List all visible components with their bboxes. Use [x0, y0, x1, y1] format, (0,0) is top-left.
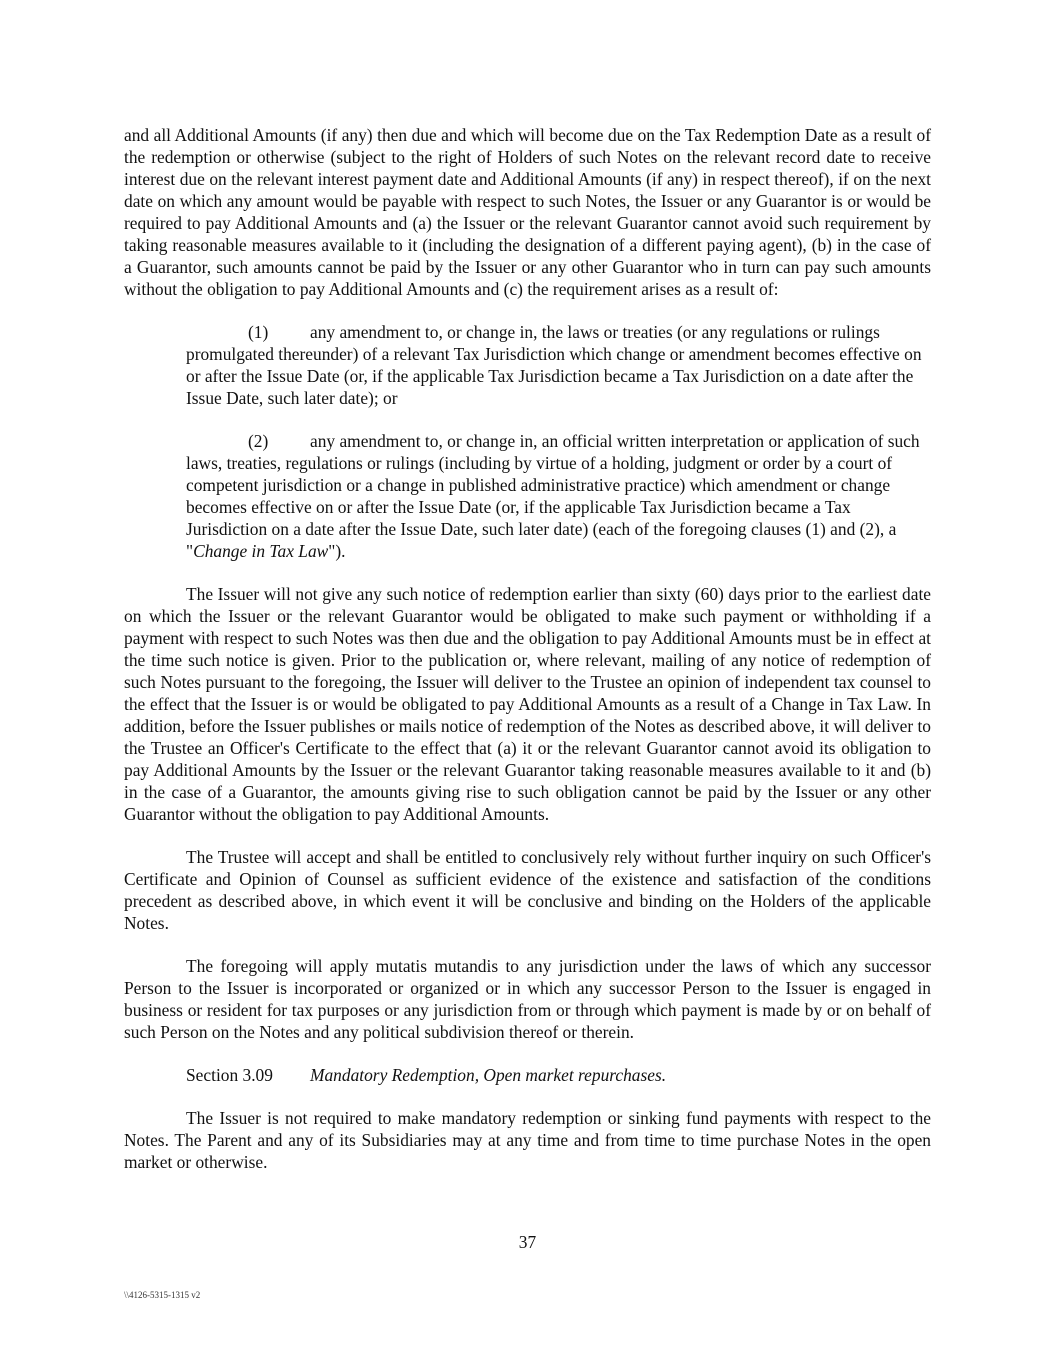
- paragraph-successor-jurisdiction: The foregoing will apply mutatis mutandis to any jurisdiction under the laws of which any successor Person to the Issuer is incorporated or organized or in which any successor Person to the Issuer is engaged in business or resident for tax purposes or any jurisdiction from or through which payment is made by or on behalf of such Person on the Notes and any political subdivision thereof or therein.: [124, 956, 931, 1042]
- paragraph-trustee-reliance: The Trustee will accept and shall be entitled to conclusively rely without further inquiry on such Officer's Certificate and Opinion of Counsel as sufficient evidence of the existence and satisfaction of the conditions precedent as described above, in which event it will be conclusive and binding on the Holders of the applicable Notes.: [124, 847, 931, 933]
- section-heading: [124, 1064, 931, 1086]
- paragraph-additional-amounts: and all Additional Amounts (if any) then due and which will become due on the Tax Redemption Date as a result of the redemption or otherwise (subject to the right of Holders of such Notes on the relevant record date to receive interest due on the relevant interest payment date and Additional Amounts (if any) in respect thereof), if on the next date on which any amount would be payable with respect to such Notes, the Issuer or any Guarantor is or would be required to pay Additional Amounts and (a) the Issuer or the relevant Guarantor cannot avoid such requirement by taking reasonable measures available to it (including the designation of a different paying agent), (b) in the case of a Guarantor, such amounts cannot be paid by the Issuer or any other Guarantor who in turn can pay such amounts without the obligation to pay Additional Amounts and (c) the requirement arises as a result of:: [124, 125, 931, 299]
- document-body: [124, 124, 931, 1173]
- section-number: Section 3.09: [186, 1065, 273, 1085]
- clause-2: [186, 430, 931, 562]
- clause-2-number: (2): [248, 431, 269, 451]
- clause-2-text: any amendment to, or change in, an official written interpretation or application of such laws, treaties, regulations or rulings (including by virtue of a holding, judgment or order by a court of competent jurisdiction or a change in published administrative practice) which amendment or change becomes effective on or after the Issue Date (or, if the applicable Tax Jurisdiction became a Tax Jurisdiction on a date after the Issue Date, such later date) (each of the foregoing clauses (1) and (2), a ": [186, 431, 920, 561]
- clause-2-text-end: ").: [328, 541, 346, 561]
- clause-1-number: (1): [248, 322, 269, 342]
- clause-2-defined-term: Change in Tax Law: [193, 541, 329, 561]
- document-id: \\4126-5315-1315 v2: [124, 1290, 201, 1300]
- clause-1: [186, 321, 931, 409]
- section-title: Mandatory Redemption, Open market repurchases.: [310, 1065, 667, 1085]
- paragraph-notice-of-redemption: The Issuer will not give any such notice of redemption earlier than sixty (60) days prior to the earliest date on which the Issuer or the relevant Guarantor would be obligated to make such payment or withholding if a payment with respect to such Notes was then due and the obligation to pay Additional Amounts must be in effect at the time such notice is given. Prior to the publication or, where relevant, mailing of any notice of redemption of such Notes pursuant to the foregoing, the Issuer will deliver to the Trustee an opinion of independent tax counsel to the effect that the Issuer is or would be obligated to pay Additional Amounts as a result of a Change in Tax Law. In addition, before the Issuer publishes or mails notice of redemption of the Notes as described above, it will deliver to the Trustee an Officer's Certificate to the effect that (a) it or the relevant Guarantor cannot avoid its obligation to pay Additional Amounts by the Issuer or the relevant Guarantor taking reasonable measures available to it and (b) in the case of a Guarantor, the amounts giving rise to such obligation cannot be paid by the Issuer or any other Guarantor without the obligation to pay Additional Amounts.: [124, 584, 932, 824]
- clause-1-text: any amendment to, or change in, the laws or treaties (or any regulations or rulings promulgated thereunder) of a relevant Tax Jurisdiction which change or amendment becomes effective on or after the Issue Date (or, if the applicable Tax Jurisdiction became a Tax Jurisdiction on a date after the Issue Date, such later date); or: [186, 322, 922, 408]
- page-number: 37: [518, 1232, 537, 1252]
- paragraph-mandatory-redemption: The Issuer is not required to make mandatory redemption or sinking fund payments with respect to the Notes. The Parent and any of its Subsidiaries may at any time and from time to time purchase Notes in the open market or otherwise.: [124, 1108, 931, 1172]
